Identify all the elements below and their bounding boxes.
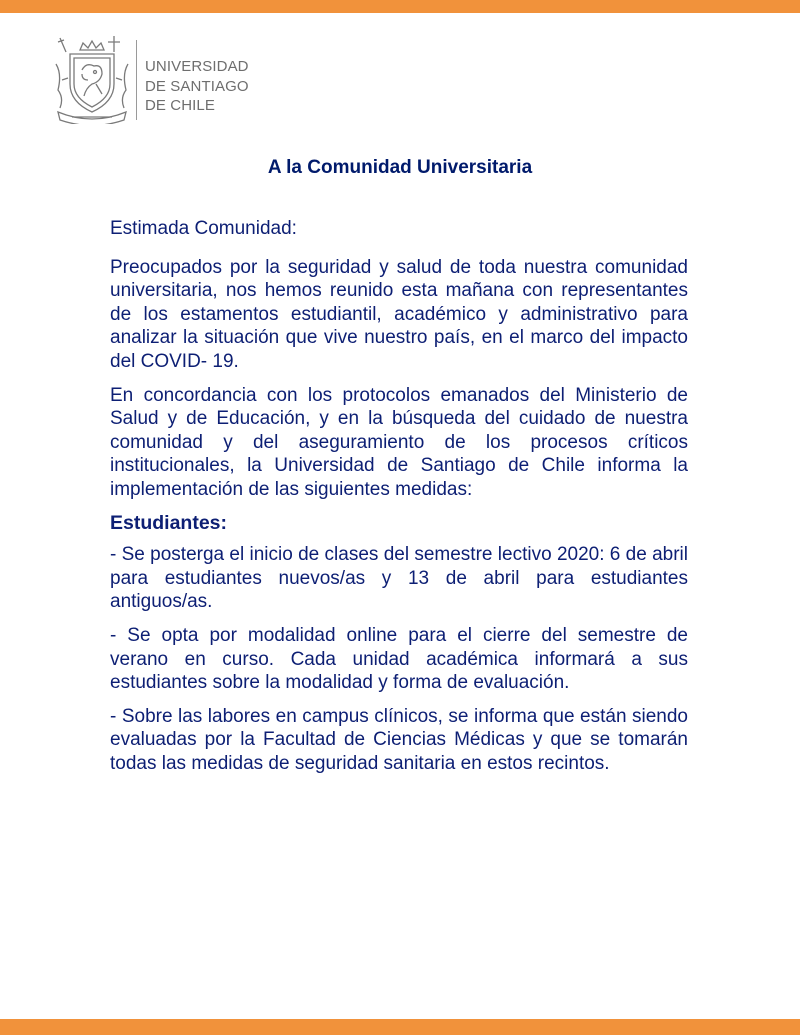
letter-body	[110, 217, 688, 785]
measure-item: - Se posterga el inicio de clases del semestre lectivo 2020: 6 de abril para estudiantes nuevos/as y 13 de abril para estudiantes antiguos/as.	[110, 544, 688, 613]
university-crest-icon	[52, 34, 132, 124]
bottom-accent-bar	[0, 1019, 800, 1035]
measure-item: - Se opta por modalidad online para el cierre del semestre de verano en curso. Cada unidad académica informará a sus estudiantes sobre la modalidad y forma de evaluación.	[110, 624, 688, 694]
section-heading-students: Estudiantes:	[110, 511, 228, 534]
top-accent-bar	[0, 0, 800, 13]
paragraph-concern: Preocupados por la seguridad y salud de toda nuestra comunidad universitaria, nos hemos reunido esta mañana con representantes de los estamentos estudiantil, académico y administrativo para analizar la situación que vive nuestro país, en el marco del impacto del COVID- 19.	[110, 256, 688, 372]
measure-item: - Sobre las labores en campus clínicos, se informa que están siendo evaluadas por la Facultad de Ciencias Médicas y que se tomarán todas las medidas de seguridad sanitaria en estos recintos.	[110, 705, 688, 774]
university-name	[145, 57, 249, 116]
logo-divider	[136, 40, 137, 120]
paragraph-measures-intro: En concordancia con los protocolos emanados del Ministerio de Salud y de Educación, y en la búsqueda del cuidado de nuestra comunidad y del aseguramiento de los procesos críticos institucionales, la Universidad de Santiago de Chile informa la implementación de las siguientes medidas:	[110, 384, 688, 500]
university-name-line-1: UNIVERSIDAD	[145, 58, 249, 75]
letter-title: A la Comunidad Universitaria	[267, 157, 533, 178]
university-name-line-2: DE SANTIAGO	[145, 77, 249, 95]
university-name-line-3: DE CHILE	[145, 97, 215, 114]
salutation: Estimada Comunidad:	[110, 218, 297, 239]
